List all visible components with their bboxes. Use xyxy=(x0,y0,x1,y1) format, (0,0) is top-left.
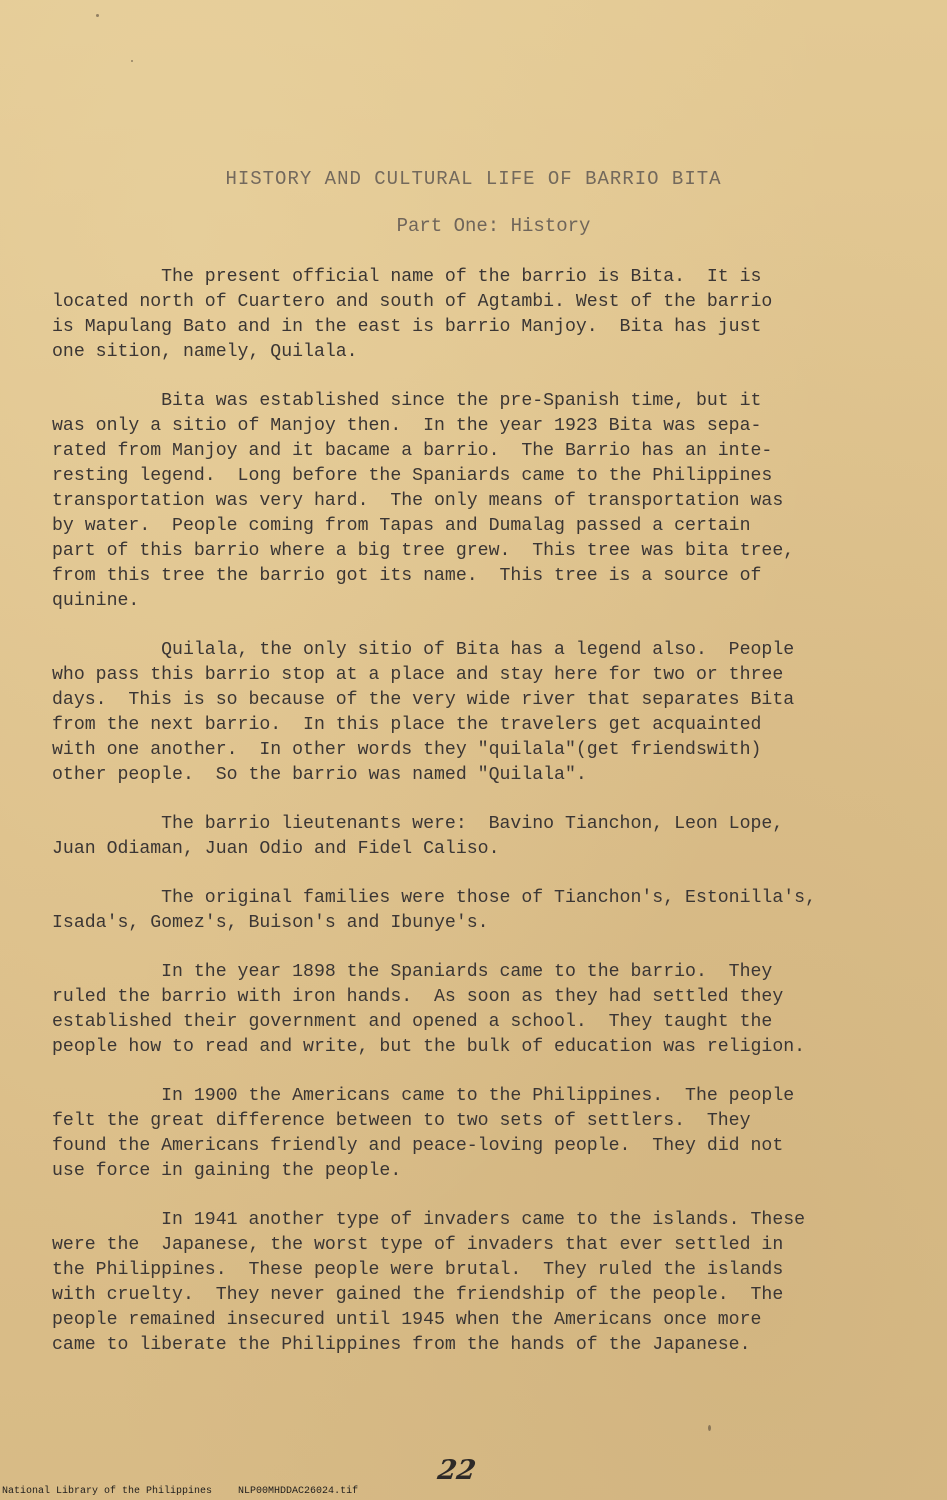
text-line: one sition, namely, Quilala. xyxy=(52,342,358,362)
paragraph-japanese xyxy=(52,1208,922,1358)
text-line: The original families were those of Tianchon's, Estonilla's, xyxy=(52,888,816,908)
archive-footer xyxy=(2,1486,384,1497)
text-line: were the Japanese, the worst type of invaders that ever settled in xyxy=(52,1235,784,1255)
text-line: people how to read and write, but the bulk of education was religion. xyxy=(52,1037,806,1057)
text-line: In 1941 another type of invaders came to the islands. These xyxy=(52,1210,806,1230)
paragraph-location xyxy=(52,265,922,365)
text-line: from the next barrio. In this place the travelers get acquainted xyxy=(52,715,762,735)
text-line: The present official name of the barrio is Bita. It is xyxy=(52,267,762,287)
paragraph-quilala xyxy=(52,638,922,788)
text-line: Bita was established since the pre-Spanish time, but it xyxy=(52,391,762,411)
text-line: use force in gaining the people. xyxy=(52,1161,402,1181)
text-line: established their government and opened a school. They taught the xyxy=(52,1012,773,1032)
text-line: part of this barrio where a big tree grew. This tree was bita tree, xyxy=(52,541,795,561)
text-line: In the year 1898 the Spaniards came to the barrio. They xyxy=(52,962,773,982)
footer-file-id: NLP00MHDDAC26024.tif xyxy=(238,1486,359,1497)
paper-speck xyxy=(131,60,133,62)
page-number: 22 xyxy=(435,1455,478,1486)
text-line: people remained insecured until 1945 when the Americans once more xyxy=(52,1310,762,1330)
text-line: The barrio lieutenants were: Bavino Tianchon, Leon Lope, xyxy=(52,814,784,834)
text-line: rated from Manjoy and it bacame a barrio. The Barrio has an inte- xyxy=(52,441,773,461)
text-line: Juan Odiaman, Juan Odio and Fidel Caliso. xyxy=(52,839,500,859)
text-line: Isada's, Gomez's, Buison's and Ibunye's. xyxy=(52,913,489,933)
text-line: other people. So the barrio was named "Quilala". xyxy=(52,765,587,785)
text-line: felt the great difference between to two sets of settlers. They xyxy=(52,1111,751,1131)
text-line: by water. People coming from Tapas and Dumalag passed a certain xyxy=(52,516,751,536)
text-line: with one another. In other words they "quilala"(get friendswith) xyxy=(52,740,762,760)
text-line: located north of Cuartero and south of Agtambi. West of the barrio xyxy=(52,292,773,312)
document-subtitle: Part One: History xyxy=(396,215,591,237)
text-line: with cruelty. They never gained the friendship of the people. The xyxy=(52,1285,784,1305)
text-line: found the Americans friendly and peace-loving people. They did not xyxy=(52,1136,784,1156)
paragraph-establishment xyxy=(52,389,922,614)
paper-speck xyxy=(96,14,99,17)
paragraph-families xyxy=(52,886,922,936)
document-body xyxy=(52,265,922,1382)
text-line: came to liberate the Philippines from the hands of the Japanese. xyxy=(52,1335,751,1355)
text-line: transportation was very hard. The only means of transportation was xyxy=(52,491,784,511)
footer-institution: National Library of the Philippines xyxy=(2,1486,213,1497)
text-line: days. This is so because of the very wide river that separates Bita xyxy=(52,690,795,710)
text-line: the Philippines. These people were brutal. They ruled the islands xyxy=(52,1260,784,1280)
text-line: In 1900 the Americans came to the Philippines. The people xyxy=(52,1086,795,1106)
paragraph-americans xyxy=(52,1084,922,1184)
text-line: who pass this barrio stop at a place and stay here for two or three xyxy=(52,665,784,685)
text-line: ruled the barrio with iron hands. As soon as they had settled they xyxy=(52,987,784,1007)
paper-speck xyxy=(708,1425,711,1431)
text-line: Quilala, the only sitio of Bita has a legend also. People xyxy=(52,640,795,660)
text-line: resting legend. Long before the Spaniards came to the Philippines xyxy=(52,466,773,486)
text-line: quinine. xyxy=(52,591,140,611)
text-line: from this tree the barrio got its name. This tree is a source of xyxy=(52,566,762,586)
paragraph-spaniards xyxy=(52,960,922,1060)
text-line: was only a sitio of Manjoy then. In the year 1923 Bita was sepa- xyxy=(52,416,762,436)
paragraph-lieutenants xyxy=(52,812,922,862)
text-line: is Mapulang Bato and in the east is barrio Manjoy. Bita has just xyxy=(52,317,762,337)
document-title: HISTORY AND CULTURAL LIFE OF BARRIO BITA xyxy=(225,168,722,190)
